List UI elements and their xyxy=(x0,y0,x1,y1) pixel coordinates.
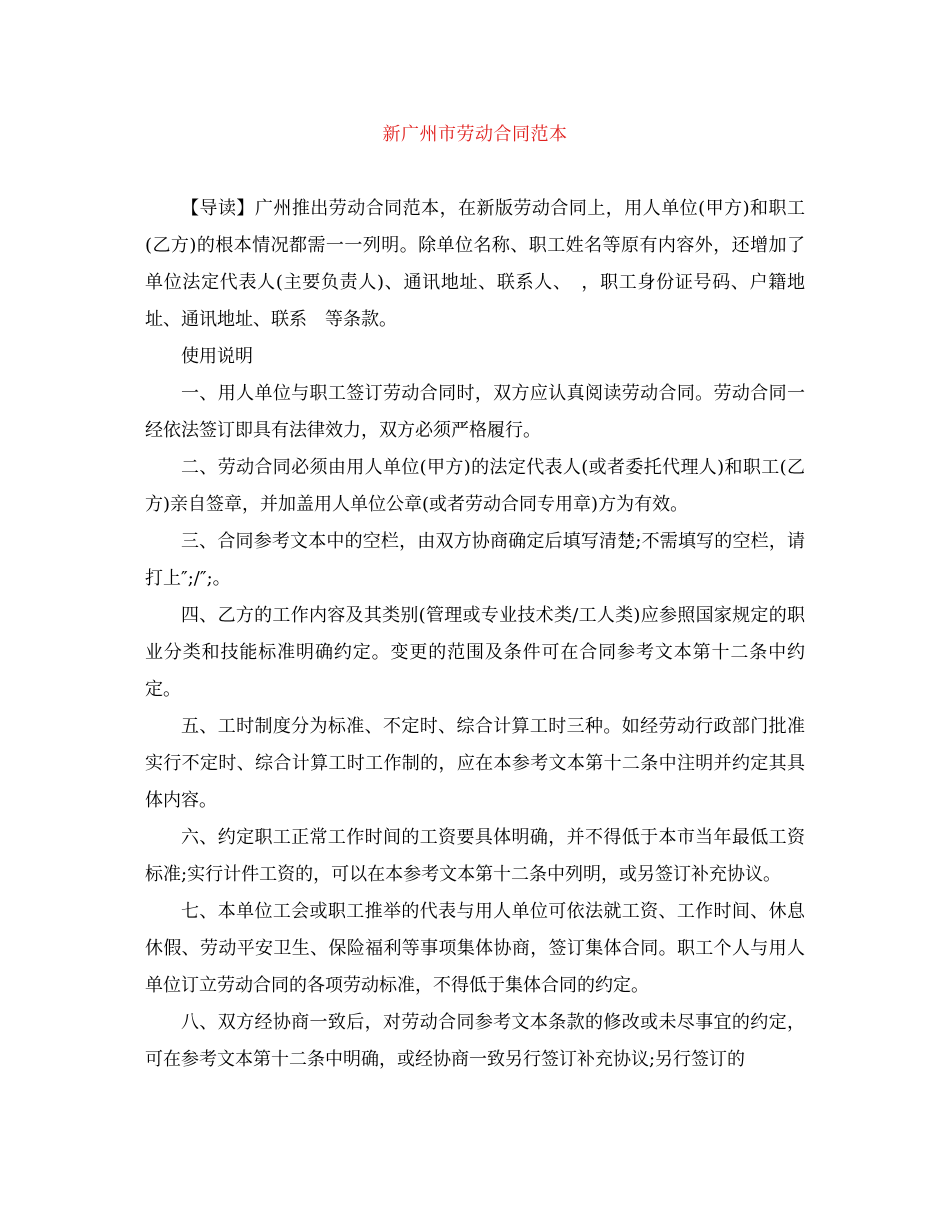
instruction-paragraph-1: 一、用人单位与职工签订劳动合同时，双方应认真阅读劳动合同。劳动合同一经依法签订即具有法律效力，双方必须严格履行。 xyxy=(145,383,805,441)
section-heading-usage: 使用说明 xyxy=(181,346,253,367)
instruction-paragraph-5: 五、工时制度分为标准、不定时、综合计算工时三种。如经劳动行政部门批准实行不定时、综合计算工时工作制的，应在本参考文本第十二条中注明并约定其具体内容。 xyxy=(145,716,805,811)
instruction-paragraph-3: 三、合同参考文本中的空栏，由双方协商确定后填写清楚;不需填写的空栏，请打上″;/″;。 xyxy=(145,531,805,589)
instruction-paragraph-7: 七、本单位工会或职工推举的代表与用人单位可依法就工资、工作时间、休息休假、劳动平安卫生、保险福利等事项集体协商，签订集体合同。职工个人与用人单位订立劳动合同的各项劳动标准，不得低于集体合同的约定。 xyxy=(145,901,805,996)
instruction-paragraph-6: 六、约定职工正常工作时间的工资要具体明确，并不得低于本市当年最低工资标准;实行计件工资的，可以在本参考文本第十二条中列明，或另签订补充协议。 xyxy=(145,827,805,885)
document-title: 新广州市劳动合同范本 xyxy=(382,124,568,145)
instruction-paragraph-4: 四、乙方的工作内容及其类别(管理或专业技术类/工人类)应参照国家规定的职业分类和技能标准明确约定。变更的范围及条件可在合同参考文本第十二条中约定。 xyxy=(145,605,805,700)
intro-paragraph: 【导读】广州推出劳动合同范本，在新版劳动合同上，用人单位(甲方)和职工(乙方)的根本情况都需一一列明。除单位名称、职工姓名等原有内容外，还增加了单位法定代表人(主要负责人)、通讯地址、联系人、 ，职工身份证号码、户籍地址、通讯地址、联系 等条款。 xyxy=(145,198,805,330)
instruction-paragraph-2: 二、劳动合同必须由用人单位(甲方)的法定代表人(或者委托代理人)和职工(乙方)亲自签章，并加盖用人单位公章(或者劳动合同专用章)方为有效。 xyxy=(145,457,805,515)
instruction-paragraph-8: 八、双方经协商一致后，对劳动合同参考文本条款的修改或未尽事宜的约定，可在参考文本第十二条中明确，或经协商一致另行签订补充协议;另行签订的 xyxy=(145,1012,805,1070)
document-body xyxy=(145,190,805,1078)
